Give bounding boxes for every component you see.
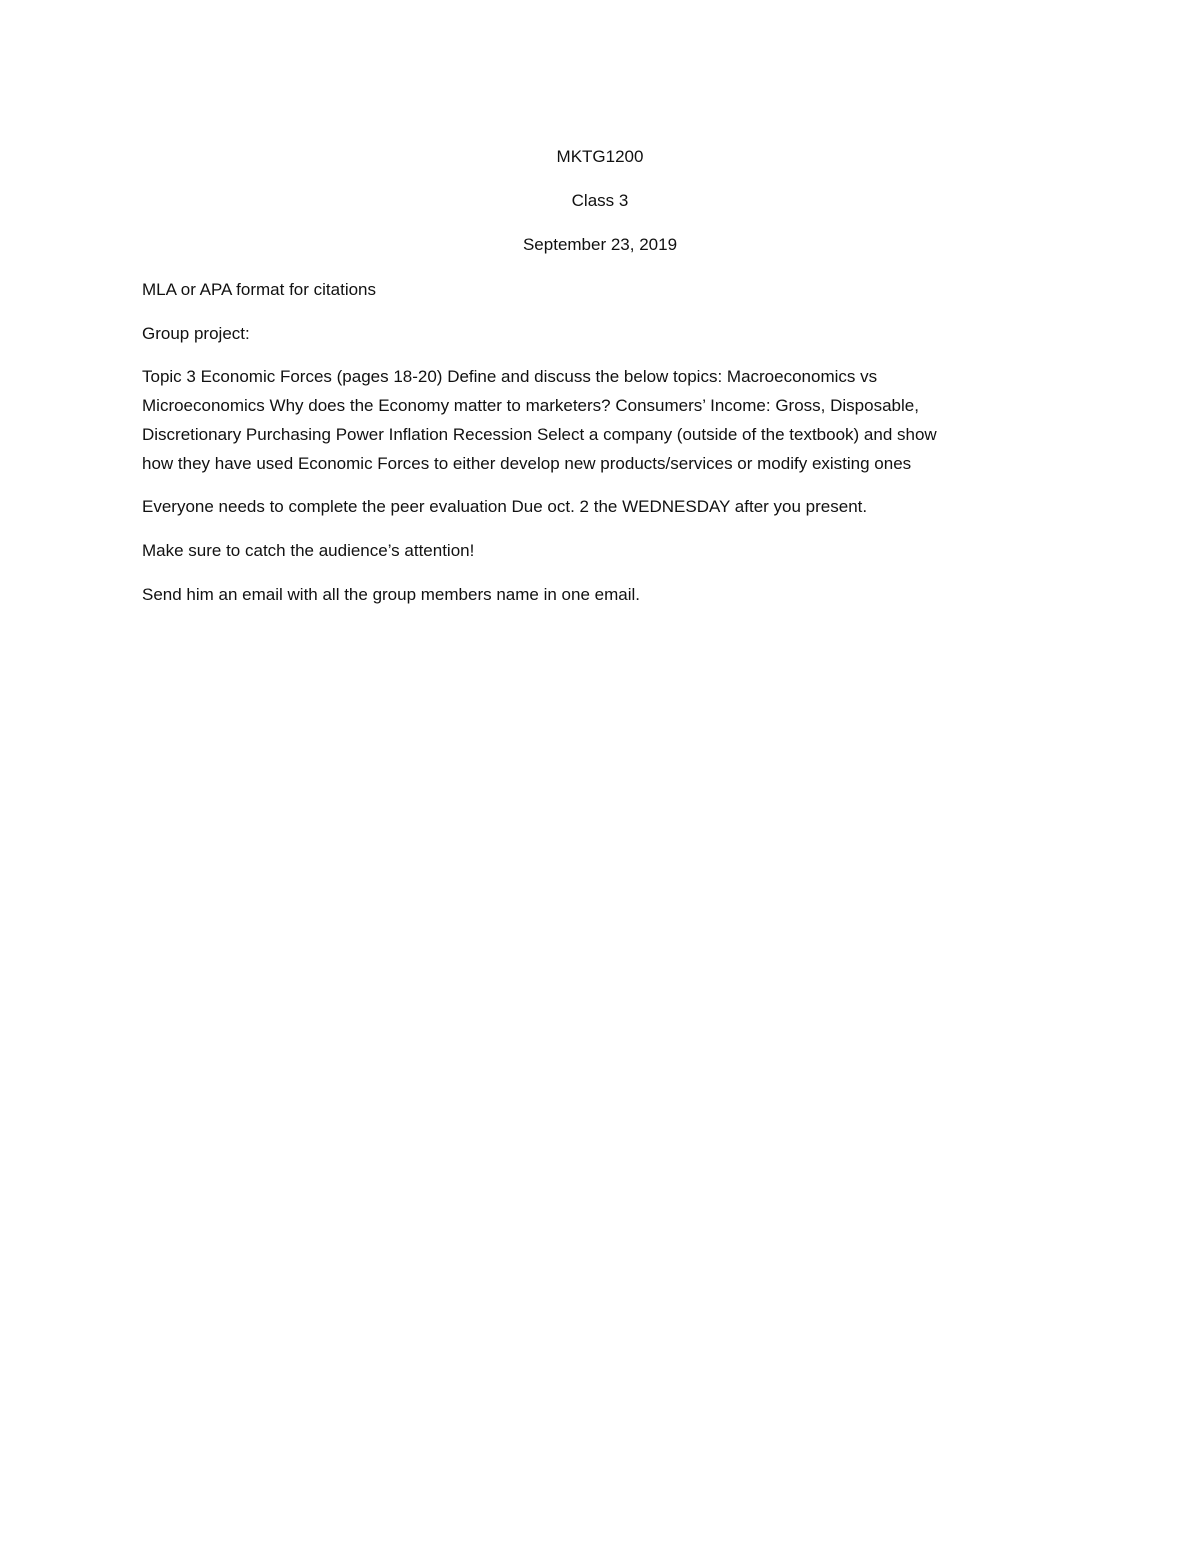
citation-note: MLA or APA format for citations (142, 280, 377, 299)
topic-line: how they have used Economic Forces to either develop new products/services or modify existing ones (142, 454, 912, 473)
group-project-heading: Group project: (142, 324, 250, 343)
course-code: MKTG1200 (556, 147, 644, 166)
attention-note: Make sure to catch the audience’s attention! (142, 541, 475, 560)
peer-evaluation-note: Everyone needs to complete the peer evaluation Due oct. 2 the WEDNESDAY after you present. (142, 497, 868, 516)
email-note: Send him an email with all the group members name in one email. (142, 585, 640, 604)
topic-line: Discretionary Purchasing Power Inflation Recession Select a company (outside of the textbook) and show (142, 425, 937, 444)
topic-line: Microeconomics Why does the Economy matter to marketers? Consumers’ Income: Gross, Disposable, (142, 396, 919, 415)
document-date: September 23, 2019 (522, 235, 678, 254)
topic-paragraph (142, 362, 1062, 478)
class-number: Class 3 (571, 191, 629, 210)
topic-line: Topic 3 Economic Forces (pages 18-20) Define and discuss the below topics: Macroeconomics vs (142, 367, 878, 386)
